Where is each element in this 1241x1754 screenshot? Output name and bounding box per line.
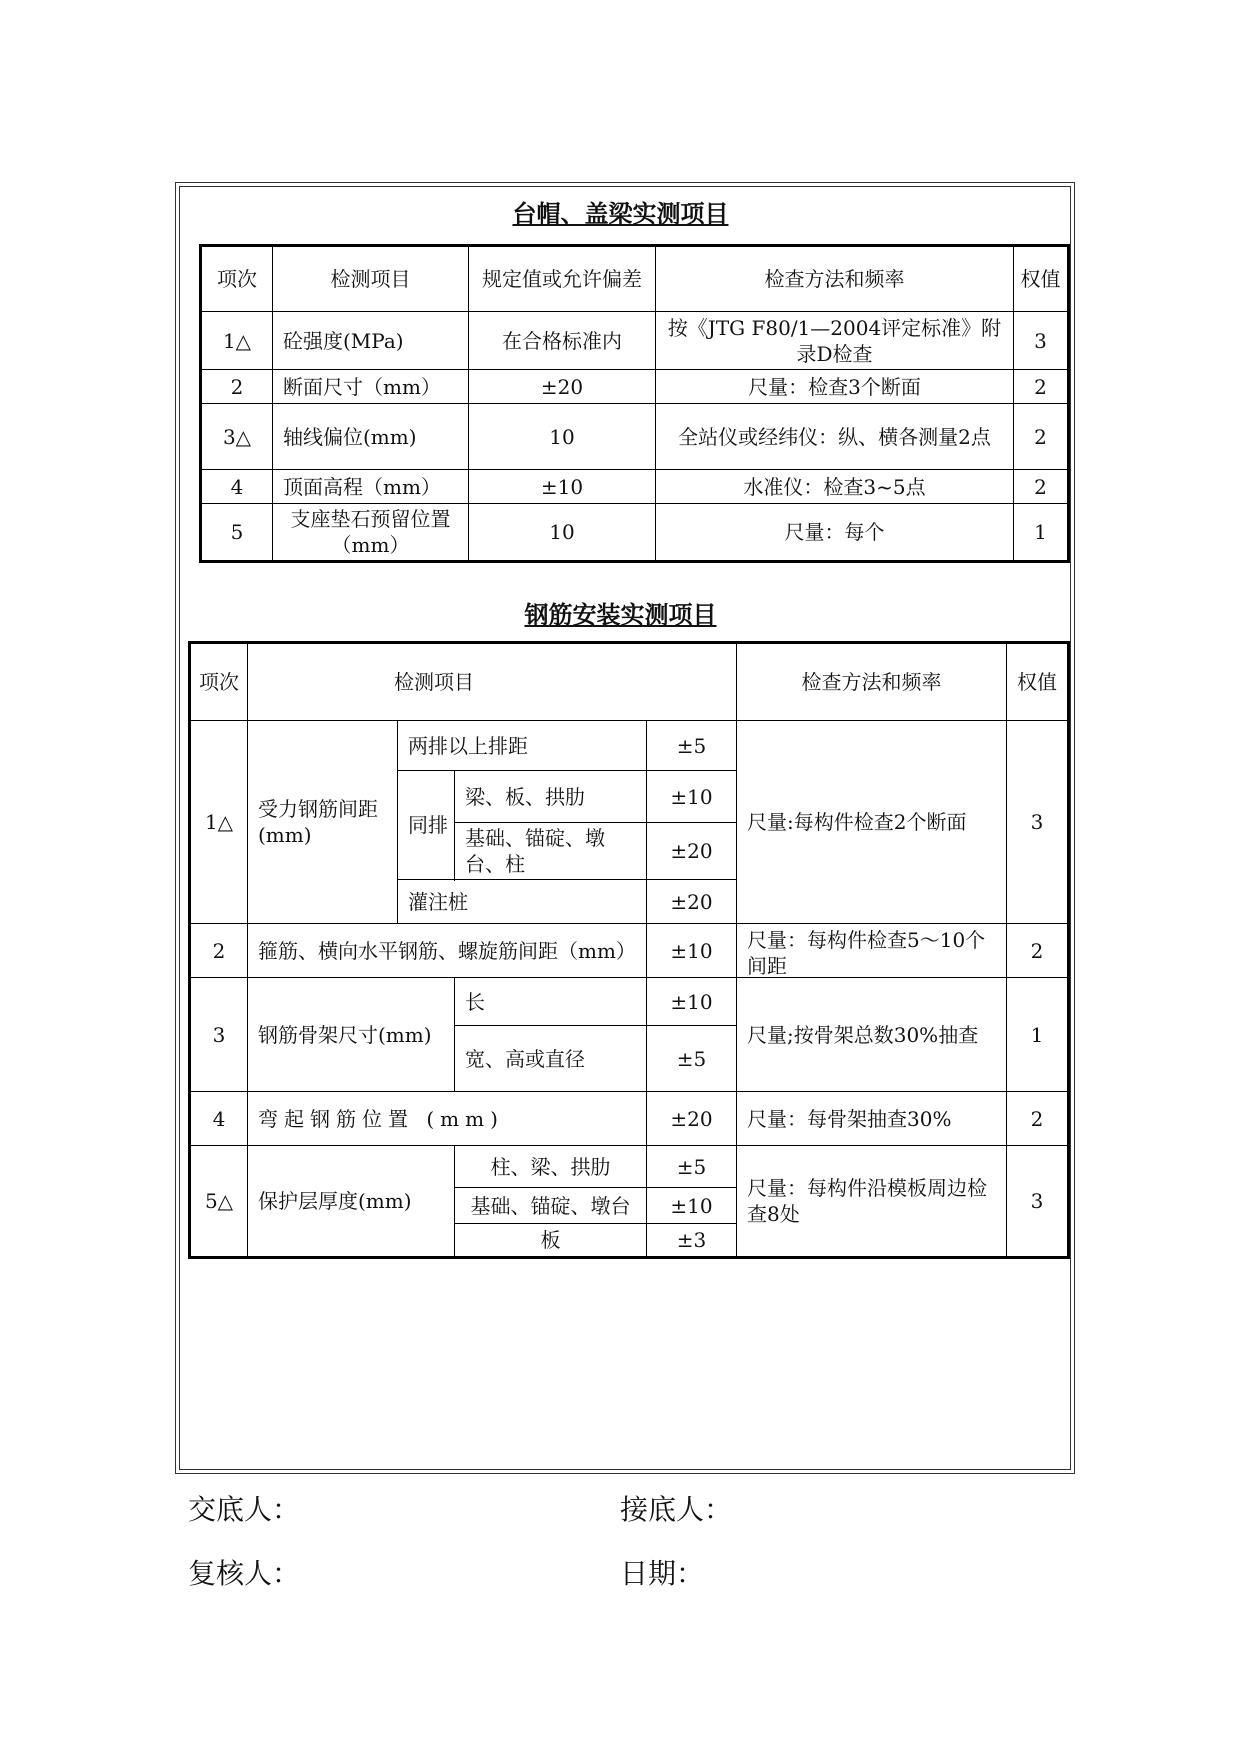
row-same-row-label: 同排 bbox=[398, 771, 455, 880]
row-no: 5△ bbox=[190, 1146, 248, 1258]
row-method: 全站仪或经纬仪：纵、横各测量2点 bbox=[656, 404, 1014, 470]
date-label: 日期： bbox=[620, 1557, 705, 1590]
row-spec: ±10 bbox=[647, 1188, 737, 1224]
table-row bbox=[190, 1092, 1069, 1146]
row-no: 1△ bbox=[190, 721, 248, 924]
row-weight: 1 bbox=[1014, 504, 1069, 562]
row-no: 2 bbox=[201, 370, 273, 404]
row-method: 尺量：检查3个断面 bbox=[656, 370, 1014, 404]
row-spec: ±20 bbox=[469, 370, 656, 404]
table-row bbox=[201, 312, 1069, 370]
table-row bbox=[201, 404, 1069, 470]
table-row bbox=[201, 370, 1069, 404]
row-method: 水准仪：检查3~5点 bbox=[656, 470, 1014, 504]
row-weight: 3 bbox=[1007, 721, 1069, 924]
table2-header-weight: 权值 bbox=[1007, 643, 1069, 721]
row-no: 1△ bbox=[201, 312, 273, 370]
row-sub-label: 长 bbox=[455, 978, 647, 1026]
row-weight: 3 bbox=[1007, 1146, 1069, 1258]
table2-title: 钢筋安装实测项目 bbox=[524, 601, 717, 629]
row-method: 尺量：每个 bbox=[656, 504, 1014, 562]
row-spec: ±10 bbox=[647, 924, 737, 978]
row-item: 断面尺寸（mm） bbox=[273, 370, 469, 404]
table-row bbox=[201, 504, 1069, 562]
row-weight: 1 bbox=[1007, 978, 1069, 1092]
row-sub-label: 梁、板、拱肋 bbox=[455, 771, 647, 823]
table1-title: 台帽、盖梁实测项目 bbox=[512, 200, 729, 228]
table1-header-item: 检测项目 bbox=[273, 246, 469, 312]
row-spec: ±3 bbox=[647, 1224, 737, 1258]
row-weight: 3 bbox=[1014, 312, 1069, 370]
row-method-text: 尺量：每构件检查5～10个间距 bbox=[747, 927, 986, 975]
table2-header-item: 检测项目 bbox=[248, 643, 737, 721]
row-spec: 在合格标准内 bbox=[469, 312, 656, 370]
table-row bbox=[201, 470, 1069, 504]
table2 bbox=[188, 641, 1070, 1259]
row-method bbox=[737, 924, 1007, 978]
row-spec: 10 bbox=[469, 404, 656, 470]
row-sub-label: 板 bbox=[455, 1224, 647, 1258]
table-row bbox=[190, 1146, 1069, 1188]
row-group: 受力钢筋间距(mm) bbox=[248, 721, 398, 924]
row-group: 保护层厚度(mm) bbox=[248, 1146, 455, 1258]
row-no: 4 bbox=[190, 1092, 248, 1146]
row-no: 3 bbox=[190, 978, 248, 1092]
table1-header-spec: 规定值或允许偏差 bbox=[469, 246, 656, 312]
table1-header-no: 项次 bbox=[201, 246, 273, 312]
row-weight: 2 bbox=[1014, 470, 1069, 504]
table2-header-method: 检查方法和频率 bbox=[737, 643, 1007, 721]
table1-header-weight: 权值 bbox=[1014, 246, 1069, 312]
table-row bbox=[190, 924, 1069, 978]
row-item: 支座垫石预留位置（mm） bbox=[273, 504, 469, 562]
row-no: 2 bbox=[190, 924, 248, 978]
row-item: 轴线偏位(mm) bbox=[273, 404, 469, 470]
row-spec: 10 bbox=[469, 504, 656, 562]
row-group: 钢筋骨架尺寸(mm) bbox=[248, 978, 455, 1092]
row-sub-label: 基础、锚碇、墩台、柱 bbox=[455, 823, 647, 880]
row-sub-label: 两排以上排距 bbox=[398, 721, 647, 771]
table-row bbox=[190, 978, 1069, 1026]
row-item: 箍筋、横向水平钢筋、螺旋筋间距（mm） bbox=[248, 924, 647, 978]
row-sub-label: 宽、高或直径 bbox=[455, 1026, 647, 1092]
row-method: 尺量;按骨架总数30%抽查 bbox=[737, 978, 1007, 1092]
row-spec: ±5 bbox=[647, 1026, 737, 1092]
table2-header-row bbox=[190, 643, 1069, 721]
row-sub-label: 柱、梁、拱肋 bbox=[455, 1146, 647, 1188]
row-no: 5 bbox=[201, 504, 273, 562]
row-spec: ±20 bbox=[647, 823, 737, 880]
row-sub-label: 灌注桩 bbox=[398, 880, 647, 924]
row-no: 4 bbox=[201, 470, 273, 504]
row-no: 3△ bbox=[201, 404, 273, 470]
row-method: 尺量：每骨架抽查30% bbox=[737, 1092, 1007, 1146]
table1 bbox=[199, 244, 1070, 563]
row-spec: ±5 bbox=[647, 1146, 737, 1188]
row-weight: 2 bbox=[1007, 924, 1069, 978]
table-row bbox=[190, 721, 1069, 771]
table1-header-method: 检查方法和频率 bbox=[656, 246, 1014, 312]
table1-header-row bbox=[201, 246, 1069, 312]
row-method: 尺量：每构件沿模板周边检查8处 bbox=[737, 1146, 1007, 1258]
row-spec: ±10 bbox=[469, 470, 656, 504]
row-spec: ±5 bbox=[647, 721, 737, 771]
row-spec: ±20 bbox=[647, 880, 737, 924]
reviewer-label: 复核人： bbox=[188, 1557, 301, 1590]
row-method: 尺量:每构件检查2个断面 bbox=[737, 721, 1007, 924]
row-spec: ±20 bbox=[647, 1092, 737, 1146]
row-weight: 2 bbox=[1014, 370, 1069, 404]
row-weight: 2 bbox=[1007, 1092, 1069, 1146]
row-method: 按《JTG F80/1—2004评定标准》附录D检查 bbox=[656, 312, 1014, 370]
table2-header-no: 项次 bbox=[190, 643, 248, 721]
receiver-label: 接底人： bbox=[620, 1493, 733, 1526]
row-sub-label: 基础、锚碇、墩台 bbox=[455, 1188, 647, 1224]
handover-label: 交底人： bbox=[188, 1493, 301, 1526]
row-item: 弯起钢筋位置 (mm) bbox=[248, 1092, 647, 1146]
row-item: 砼强度(MPa) bbox=[273, 312, 469, 370]
row-item: 顶面高程（mm） bbox=[273, 470, 469, 504]
row-spec: ±10 bbox=[647, 771, 737, 823]
row-spec: ±10 bbox=[647, 978, 737, 1026]
row-weight: 2 bbox=[1014, 404, 1069, 470]
